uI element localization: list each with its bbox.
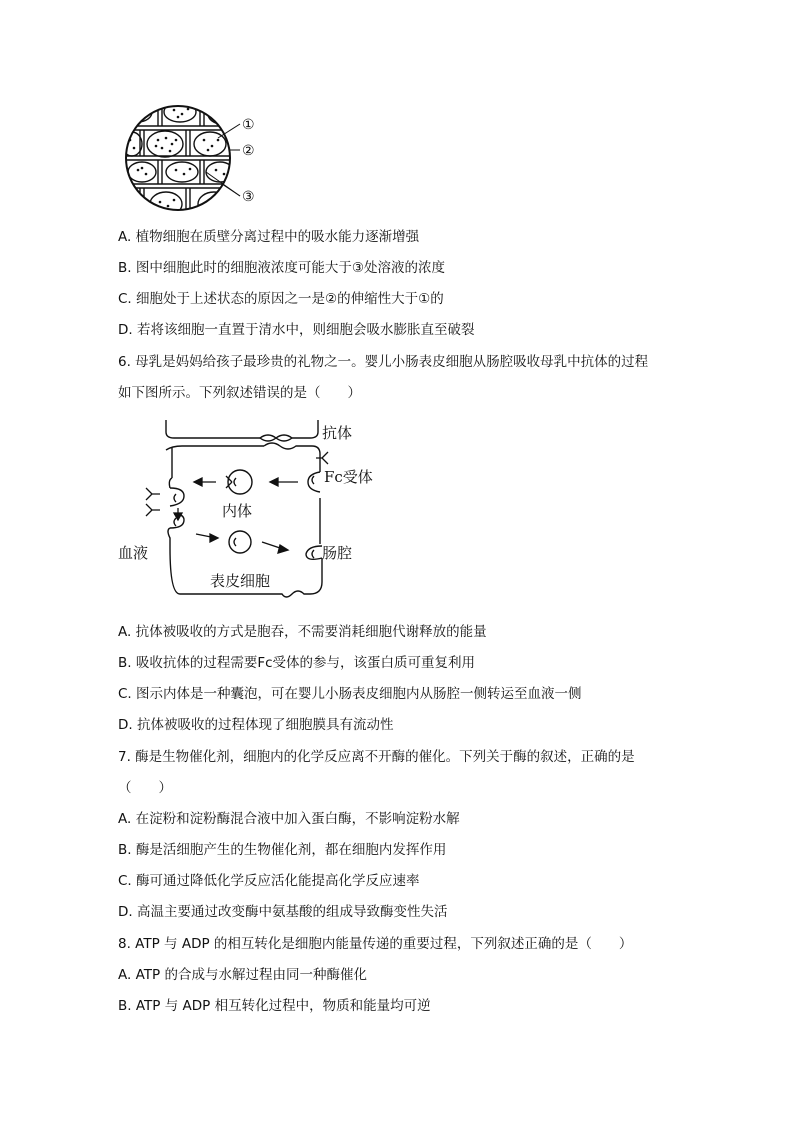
q6-option-b: B. 吸收抗体的过程需要Fc受体的参与，该蛋白质可重复利用 bbox=[118, 655, 476, 671]
q7-option-c: C. 酶可通过降低化学反应活化能提高化学反应速率 bbox=[118, 873, 420, 889]
q6-option-c: C. 图示内体是一种囊泡，可在婴儿小肠表皮细胞内从肠腔一侧转运至血液一侧 bbox=[118, 686, 582, 702]
q6-option-d: D. 抗体被吸收的过程体现了细胞膜具有流动性 bbox=[118, 717, 394, 733]
q8-option-b: B. ATP 与 ADP 相互转化过程中，物质和能量均可逆 bbox=[118, 998, 431, 1014]
q5-option-b: B. 图中细胞此时的细胞液浓度可能大于③处溶液的浓度 bbox=[118, 260, 445, 276]
q7-option-a: A. 在淀粉和淀粉酶混合液中加入蛋白酶，不影响淀粉水解 bbox=[118, 811, 460, 827]
q7-option-b: B. 酶是活细胞产生的生物催化剂，都在细胞内发挥作用 bbox=[118, 842, 447, 858]
q5-option-a: A. 植物细胞在质壁分离过程中的吸水能力逐渐增强 bbox=[118, 229, 420, 245]
q5-option-d: D. 若将该细胞一直置于清水中，则细胞会吸水膨胀直至破裂 bbox=[118, 322, 475, 338]
q7-option-d: D. 高温主要通过改变酶中氨基酸的组成导致酶变性失活 bbox=[118, 904, 448, 920]
plasmolysis-figure bbox=[122, 100, 272, 218]
label-fc-receptor: Fc受体 bbox=[324, 468, 373, 486]
label-antibody: 抗体 bbox=[322, 424, 353, 442]
q7-stem-line1: 7. 酶是生物催化剂，细胞内的化学反应离不开酶的催化。下列关于酶的叙述，正确的是 bbox=[118, 749, 635, 765]
q7-stem-line2: （ ） bbox=[118, 780, 172, 796]
label-blood: 血液 bbox=[118, 544, 149, 562]
q6-stem-line1: 6. 母乳是妈妈给孩子最珍贵的礼物之一。婴儿小肠表皮细胞从肠腔吸收母乳中抗体的过程 bbox=[118, 354, 649, 370]
q5-option-c: C. 细胞处于上述状态的原因之一是②的伸缩性大于①的 bbox=[118, 291, 444, 307]
label-endosome: 内体 bbox=[222, 502, 253, 520]
q6-option-a: A. 抗体被吸收的方式是胞吞，不需要消耗细胞代谢释放的能量 bbox=[118, 624, 487, 640]
label-membrane: ② bbox=[242, 143, 255, 159]
label-epithelial-cell: 表皮细胞 bbox=[210, 572, 271, 590]
label-lumen: 肠腔 bbox=[322, 544, 353, 562]
q8-option-a: A. ATP 的合成与水解过程由同一种酶催化 bbox=[118, 967, 367, 983]
q8-stem: 8. ATP 与 ADP 的相互转化是细胞内能量传递的重要过程，下列叙述正确的是（ ） bbox=[118, 936, 633, 952]
label-outside-solution: ③ bbox=[242, 189, 255, 205]
antibody-absorption-figure bbox=[112, 418, 382, 610]
label-cell-wall: ① bbox=[242, 117, 255, 133]
q6-stem-line2: 如下图所示。下列叙述错误的是（ ） bbox=[118, 385, 361, 401]
